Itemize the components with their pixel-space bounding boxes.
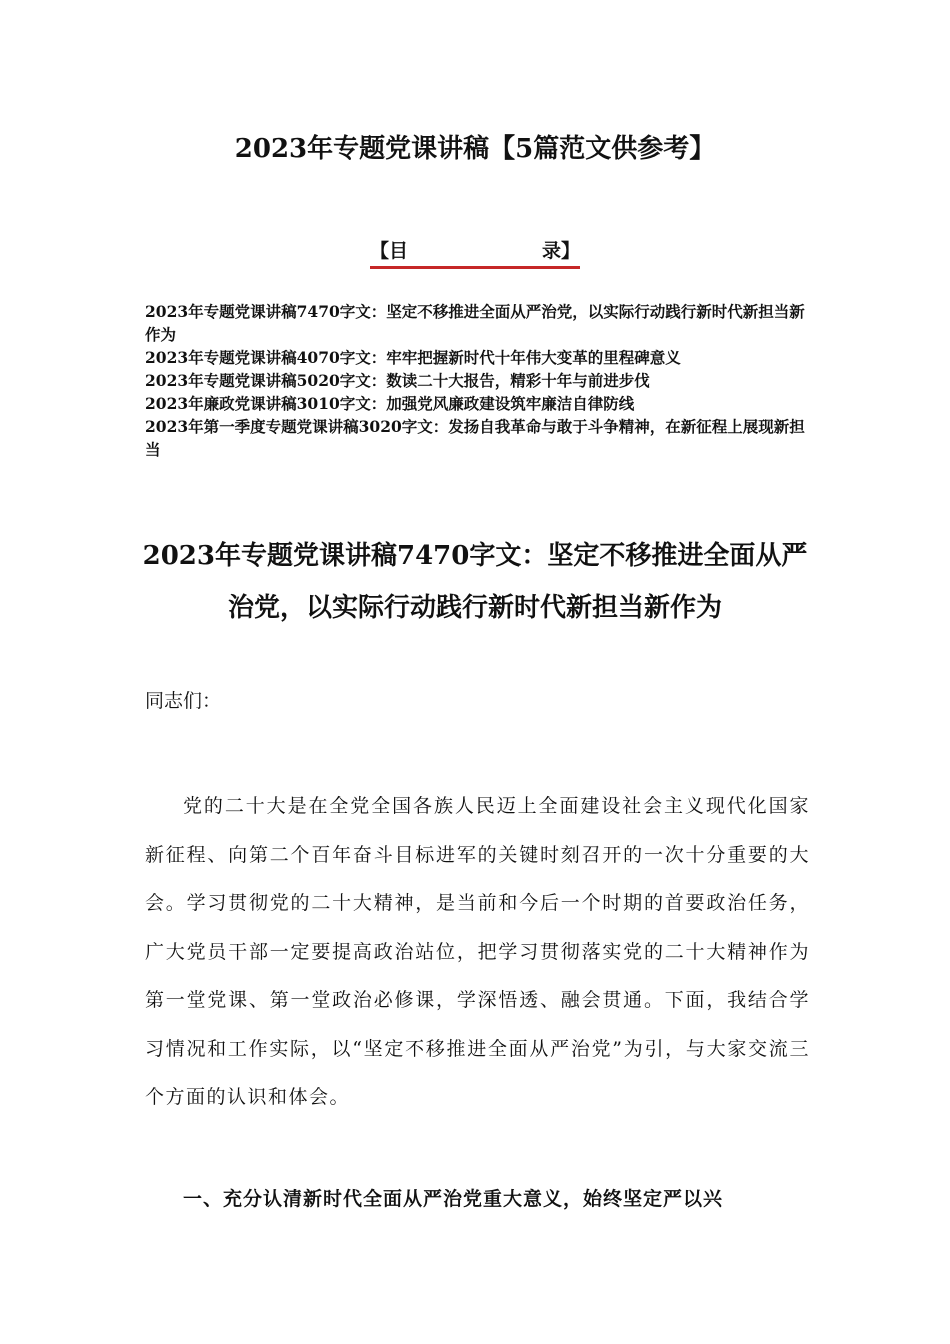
body-paragraph: 党的二十大是在全党全国各族人民迈上全面建设社会主义现代化国家新征程、向第二个百年奋斗目标进军的关键时刻召开的一次十分重要的大会。学习贯彻党的二十大精神，是当前和今后一个时期的首要政治任务，广大党员干部一定要提高政治站位，把学习贯彻落实党的二十大精神作为第一堂党课、第一堂政治必修课，学深悟透、融会贯通。下面，我结合学习情况和工作实际，以“坚定不移推进全面从严治党”为引，与大家交流三个方面的认识和体会。 [145, 795, 810, 1108]
article-title: 2023年专题党课讲稿7470字文：坚定不移推进全面从严治党，以实际行动践行新时代新担当新作为 [142, 541, 808, 623]
toc-item[interactable]: 2023年专题党课讲稿7470字文：坚定不移推进全面从严治党，以实际行动践行新时代新担当新作为 [145, 302, 805, 344]
salutation: 同志们： [145, 690, 222, 712]
document-title: 2023年专题党课讲稿【5篇范文供参考】 [234, 134, 716, 164]
toc-item[interactable]: 2023年第一季度专题党课讲稿3020字文：发扬自我革命与敢于斗争精神，在新征程上展现新担当 [145, 417, 805, 459]
toc-heading-right: 录】 [541, 240, 580, 262]
toc-heading-left: 【目 [370, 240, 409, 262]
toc-heading [370, 236, 580, 269]
table-of-contents [145, 300, 810, 461]
section-heading: 一、充分认清新时代全面从严治党重大意义，始终坚定严以兴 [183, 1188, 724, 1210]
toc-item[interactable]: 2023年专题党课讲稿4070字文：牢牢把握新时代十年伟大变革的里程碑意义 [145, 348, 681, 367]
toc-item[interactable]: 2023年专题党课讲稿5020字文：数读二十大报告，精彩十年与前进步伐 [145, 371, 650, 390]
toc-item[interactable]: 2023年廉政党课讲稿3010字文：加强党风廉政建设筑牢廉洁自律防线 [145, 394, 635, 413]
